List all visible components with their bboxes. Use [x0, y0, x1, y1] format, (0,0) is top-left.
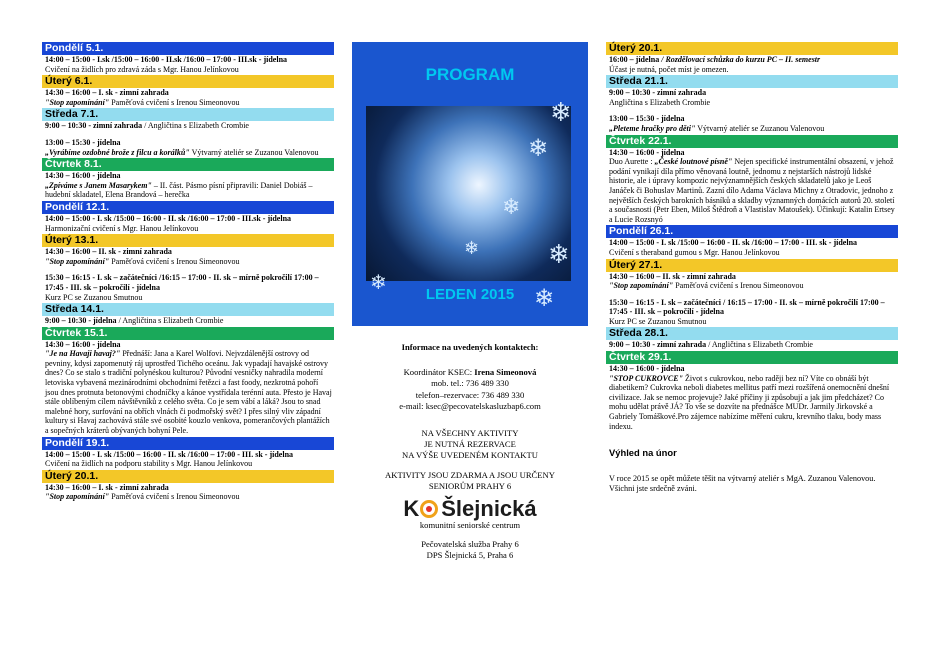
organization-name: Pečovatelská služba Prahy 6 [421, 539, 519, 550]
event-title: "Stop zapomínání" [609, 281, 674, 291]
reservation-phone: telefon–rezervace: 736 489 330 [415, 389, 525, 400]
info-heading: Informace na uvedených kontaktech: [401, 342, 539, 352]
day-block [42, 327, 334, 436]
event [42, 273, 334, 302]
day-block [42, 201, 334, 233]
event-desc-text: Angličtina s Elizabeth Crombie [609, 97, 711, 107]
logo-subtitle: komunitní seniorské centrum [419, 520, 521, 531]
event-title: „Zpíváme s Janem Masarykem" [45, 180, 152, 190]
event-title: „Pleteme hračky pro děti" [609, 123, 696, 133]
event-time-rest: / Angličtina s Elizabeth Crombie [706, 340, 813, 350]
event-description [609, 317, 896, 327]
event-time-line [609, 238, 896, 248]
day-block [606, 135, 898, 225]
event [606, 340, 898, 350]
day-block [606, 75, 898, 133]
event-time: 13:00 – 15:30 - jídelna [45, 137, 121, 147]
snowflake-icon: ❄ [548, 240, 570, 270]
event-time-line [609, 148, 896, 158]
email-address: e-mail: ksec@pecovatelskasluzbap6.com [399, 400, 541, 411]
event-desc-text: Kurz PC se Zuzanou Smutnou [609, 316, 707, 326]
event [42, 340, 334, 436]
day-header: Úterý 20.1. [606, 42, 898, 55]
middle-column [352, 42, 588, 562]
event-time: 9:00 – 10:30 - jídelna [45, 316, 117, 326]
day-block [606, 327, 898, 350]
event-time-line [609, 55, 896, 65]
free-notice-line: AKTIVITY JSOU ZDARMA A JSOU URČENY [385, 469, 555, 480]
event-time: 14:30 – 16:00 - jídelna [45, 339, 121, 349]
event-description [45, 224, 332, 234]
event-description [45, 181, 332, 200]
event-time: 13:00 – 15:30 - jídelna [609, 114, 685, 124]
event [42, 55, 334, 74]
day-header: Středa 21.1. [606, 75, 898, 88]
cover-month: LEDEN 2015 [425, 286, 515, 303]
cover-title: PROGRAM [425, 65, 515, 84]
event-time: 9:00 – 10:30 - zimní zahrada [609, 88, 707, 98]
event-desc-text: Paměťová cvičení s Irenou Simeonovou [109, 256, 240, 266]
event [606, 88, 898, 107]
event-title: "Je na Havaji havaj?" [45, 349, 121, 359]
event [42, 316, 334, 326]
event-desc-text: Paměťová cvičení s Irenou Simeonovou [109, 492, 240, 502]
free-notice-line: SENIORŮM PRAHY 6 [428, 480, 512, 491]
right-days [606, 42, 898, 431]
event-desc-text: Cvičení na židlích pro zdravá záda s Mgr. Hanou Jelínkovou [45, 64, 239, 74]
organization-info [352, 539, 588, 561]
event [42, 138, 334, 157]
event [42, 214, 334, 233]
event-time-line [45, 273, 332, 292]
snowflake-icon: ❄ [370, 270, 387, 294]
event-time-line [609, 88, 896, 98]
day-block [42, 234, 334, 302]
event-time-line [45, 55, 332, 65]
event-time: 14:30 – 16:00 – I. sk - zimní zahrada [45, 482, 169, 492]
event [606, 55, 898, 74]
event-title: „Vyrábíme ozdobné brože z filcu a korálků" [45, 147, 190, 157]
snowflake-icon: ❄ [502, 195, 521, 220]
event-description [609, 124, 896, 134]
logo-letter: K [403, 496, 420, 522]
event-desc-text: Nejen specifické instrumentální obsazení, v jehož podání vynikají díla přímo věnovaná loutně, jednomu z nejstarších nástrojů lidské historie, ale i úpravy kompozic nejvýznamnějších českých skladatelů jako je Leoš Janáček či Bohuslav Martinů. Zazní dílo Adama Václava Michny z Otradovic, jednoho z největších českých barokních básníků a skladby významných domácích autorů 20. století a současnosti (Petr Eben, Miloš Štědroň a Vlastislav Matoušek). Účinkují: Katalin Ertsey a Lucie Rozsnyó [609, 157, 895, 224]
snowflake-icon: ❄ [534, 284, 555, 312]
outlook-body: V roce 2015 se opět můžete těšit na výtvarný ateliér s MgA. Zuzanou Valenovou. Všichni jste srdečně zváni. [609, 474, 876, 494]
event-time-rest: / Angličtina s Elizabeth Crombie [142, 121, 249, 131]
event-desc-text: Paměťová cvičení s Irenou Simeonovou [109, 97, 240, 107]
event [42, 171, 334, 200]
day-header: Pondělí 19.1. [42, 437, 334, 450]
event-description [609, 157, 896, 224]
event-title: "Stop zapomínání" [45, 492, 110, 502]
day-header: Středa 14.1. [42, 303, 334, 316]
event [42, 247, 334, 266]
slejnicka-logo [352, 496, 588, 522]
event-description [609, 98, 896, 108]
mobile-phone: mob. tel.: 736 489 330 [431, 378, 509, 389]
day-block [42, 108, 334, 157]
event-time-line [45, 88, 332, 98]
event-time: 14:30 – 16:00 - jídelna [609, 364, 685, 374]
event-description [609, 374, 896, 432]
day-block [42, 42, 334, 74]
event [42, 88, 334, 107]
free-notice [352, 470, 588, 492]
event [606, 238, 898, 257]
event-time-line [45, 121, 332, 131]
reservation-notice-line: NA VÝŠE UVEDENÉM KONTAKTU [402, 450, 538, 461]
event [606, 148, 898, 225]
coordinator-line [352, 367, 588, 378]
contact-info [352, 342, 588, 412]
event-time-rest: / Angličtina s Elizabeth Crombie [116, 316, 224, 326]
event-desc-text: Účast je nutná, počet míst je omezen. [609, 64, 729, 74]
event-description [45, 293, 332, 303]
day-header: Čtvrtek 22.1. [606, 135, 898, 148]
event [42, 450, 334, 469]
event-desc-text: Výtvarný ateliér se Zuzanou Valenovou [189, 147, 319, 157]
day-header: Úterý 20.1. [42, 470, 334, 483]
day-block [42, 158, 334, 200]
event-time-rest: / Rozdělovací schůzka do kurzu PC – II. semestr [659, 55, 821, 64]
day-block [606, 351, 898, 431]
event-time-line [45, 316, 332, 326]
event-description [45, 257, 332, 267]
event-time-line [45, 483, 332, 493]
day-header: Úterý 13.1. [42, 234, 334, 247]
event-description [45, 492, 332, 502]
event-desc-text: Kurz PC se Zuzanou Smutnou [45, 292, 143, 302]
day-block [606, 259, 898, 327]
event-description [609, 281, 896, 291]
event-description [45, 98, 332, 108]
event-time-line [609, 364, 896, 374]
event-spacer [42, 266, 334, 273]
event-time-line [609, 298, 896, 317]
event [606, 364, 898, 431]
event [42, 483, 334, 502]
event-time: 16:00 – jídelna [609, 55, 660, 64]
event-title: "Stop zapomínání" [45, 97, 110, 107]
event-title: "Stop zapomínání" [45, 256, 110, 266]
event-desc-text: Výtvarný ateliér se Zuzanou Valenovou [695, 123, 825, 133]
event-spacer [42, 131, 334, 138]
event-time-line [45, 138, 332, 148]
snowflake-icon: ❄ [528, 134, 549, 162]
day-header: Středa 28.1. [606, 327, 898, 340]
event-time: 14:00 – 15:00 - I. sk /15:00 – 16:00 - II. sk /16:00 – 17:00 - III. sk - jídelna [45, 449, 294, 459]
event-desc-text: Harmonizační cvičení s Mgr. Hanou Jelínkovou [45, 223, 199, 233]
event-description [609, 65, 896, 75]
event-time-line [609, 340, 896, 350]
event-time: 14:30 – 16:00 – II. sk - zimní zahrada [609, 271, 736, 281]
logo-name: Šlejnická [441, 496, 537, 522]
day-header: Úterý 6.1. [42, 75, 334, 88]
event-description [45, 459, 332, 469]
day-header: Čtvrtek 15.1. [42, 327, 334, 340]
organization-address: DPS Šlejnická 5, Praha 6 [426, 550, 514, 561]
event-description [609, 248, 896, 258]
event-time-line [45, 247, 332, 257]
day-block [42, 75, 334, 107]
event-desc-text: Cvičení s theraband gumou s Mgr. Hanou Jelínkovou [609, 247, 780, 257]
event-time-line [45, 450, 332, 460]
snowflake-icon: ❄ [464, 238, 480, 259]
event-title: „České loutnové písně" [654, 157, 733, 167]
event-time: 14:00 – 15:00 - I.sk /15:00 – 16:00 - II.sk /16:00 – 17:00 - III.sk - jídelna [45, 55, 288, 64]
event-description [45, 148, 332, 158]
event-title: "STOP CUKROVCE" [609, 373, 684, 383]
coordinator-name: Irena Simeonová [474, 367, 537, 378]
reservation-notice-line: JE NUTNÁ REZERVACE [424, 439, 516, 450]
snowflake-icon: ❄ [550, 98, 572, 128]
reservation-notice-line: NA VŠECHNY AKTIVITY [421, 428, 519, 439]
event-time: 14:30 – 16:00 – II. sk - zimní zahrada [45, 247, 172, 257]
event-desc-text: – II. část. Pásmo písní připravili: Daniel Dobiáš – hudební skladatel, Elena Brandová – herečka [45, 180, 313, 200]
day-block [42, 303, 334, 326]
event-desc-text: Život s cukrovkou, nebo raději bez ní? Víte co obnáší být diabetikem? Cukrovka neboli diabetes mellitus patří mezi rozšířená onemocnění dnešní civilizace. Jak se nemoc projevuje? Jaké příčiny ji způsobují a jak jim předcházet? Co mohu udělat právě JÁ? To vše se dozvíte na přednášce MUDr. Jarmily Jirkovské a Gabriely Tomáškové.Pro zájemce nabízíme měření cukru, krevního tlaku, body mass indexu. [609, 373, 890, 431]
day-block [42, 437, 334, 469]
day-block [606, 225, 898, 257]
event-time-line [45, 171, 332, 181]
day-header: Pondělí 5.1. [42, 42, 334, 55]
event-time: 14:30 – 16:00 - jídelna [609, 147, 685, 157]
event-time: 14:30 – 16:00 – I. sk - zimní zahrada [45, 88, 169, 98]
event [606, 114, 898, 133]
event-time: 14:00 – 15:00 - I. sk /15:00 – 16:00 - II. sk /16:00 – 17:00 - III. sk - jídelna [609, 238, 858, 248]
program-cover [352, 42, 588, 326]
coordinator-label: Koordinátor KSEC: [403, 367, 475, 378]
day-block [606, 42, 898, 74]
day-header: Středa 7.1. [42, 108, 334, 121]
left-column [42, 42, 334, 503]
event-time-line [45, 214, 332, 224]
event-time-line [609, 272, 896, 282]
event-time: 9:00 – 10:30 - zimní zahrada [609, 340, 707, 350]
event-desc-prefix: Duo Aurette : [609, 157, 655, 167]
day-block [42, 470, 334, 502]
event [606, 298, 898, 327]
reservation-notice [352, 428, 588, 462]
event-desc-text: Paměťová cvičení s Irenou Simeonovou [673, 281, 804, 291]
logo-circle-icon [420, 500, 438, 518]
event [42, 121, 334, 131]
event-description [45, 349, 332, 435]
day-header: Pondělí 26.1. [606, 225, 898, 238]
logo-mark [403, 496, 439, 522]
outlook-title: Výhled na únor [609, 447, 677, 459]
event-spacer [606, 291, 898, 298]
event [606, 272, 898, 291]
event-time-line [45, 340, 332, 350]
day-header: Úterý 27.1. [606, 259, 898, 272]
event-time: 14:00 – 15:00 - I. sk /15:00 – 16:00 - II. sk /16:00 – 17:00 - III.sk - jídelna [45, 213, 292, 223]
event-spacer [606, 107, 898, 114]
event-desc-text: Přednáší: Jana a Karel Wolfovi. Nejvzdálenější ostrovy od pevniny, kdysi zapomenutý ráj uprostřed Tichého oceánu. Jak vypadají havajské ostrovy dnes? Co se stalo s tradiční polynéskou kulturou? Původní vesničky nahradila moderní letoviska vybavená mezinárodními obchodními řetězci a fast foody, nezkrotná pohoří jsou dnes protnuta betonovými chodníčky a kánoe vystřídala terénní auta. Přesto je Havaj stále oblíbeným cílem návštěvníků z celého světa. Co je sem vábí a láká? Jsou to snad malebné hory, surfování na obřích vlnách či podmořský svět? I přes silný vliv západní kultury si Havaj zachovává stále své osobité kouzlo venkova, pomerančových plantážích a sopečných kráterů obývaných bohyní Pele. [45, 349, 332, 436]
event-time: 15:30 – 16:15 - I. sk – začátečníci /16:15 – 17:00 - II. sk – mírně pokročilí 17:00 – 17:45 - III. sk – pokročilí - jídelna [45, 273, 319, 292]
day-header: Pondělí 12.1. [42, 201, 334, 214]
right-column [606, 42, 898, 494]
day-header: Čtvrtek 29.1. [606, 351, 898, 364]
event-desc-text: Cvičení na židlích na podporu stability s Mgr. Hanou Jelínkovou [45, 459, 253, 469]
event-description [45, 65, 332, 75]
day-header: Čtvrtek 8.1. [42, 158, 334, 171]
event-time-line [609, 114, 896, 124]
event-time: 15:30 – 16:15 - I. sk – začátečníci / 16:15 – 17:00 - II. sk – mírně pokročilí 17:00 – 17:45 - III. sk – pokročilí - jídelna [609, 297, 885, 317]
event-time: 9:00 – 10:30 - zimní zahrada [45, 121, 143, 131]
event-time: 14:30 – 16:00 - jídelna [45, 171, 121, 181]
